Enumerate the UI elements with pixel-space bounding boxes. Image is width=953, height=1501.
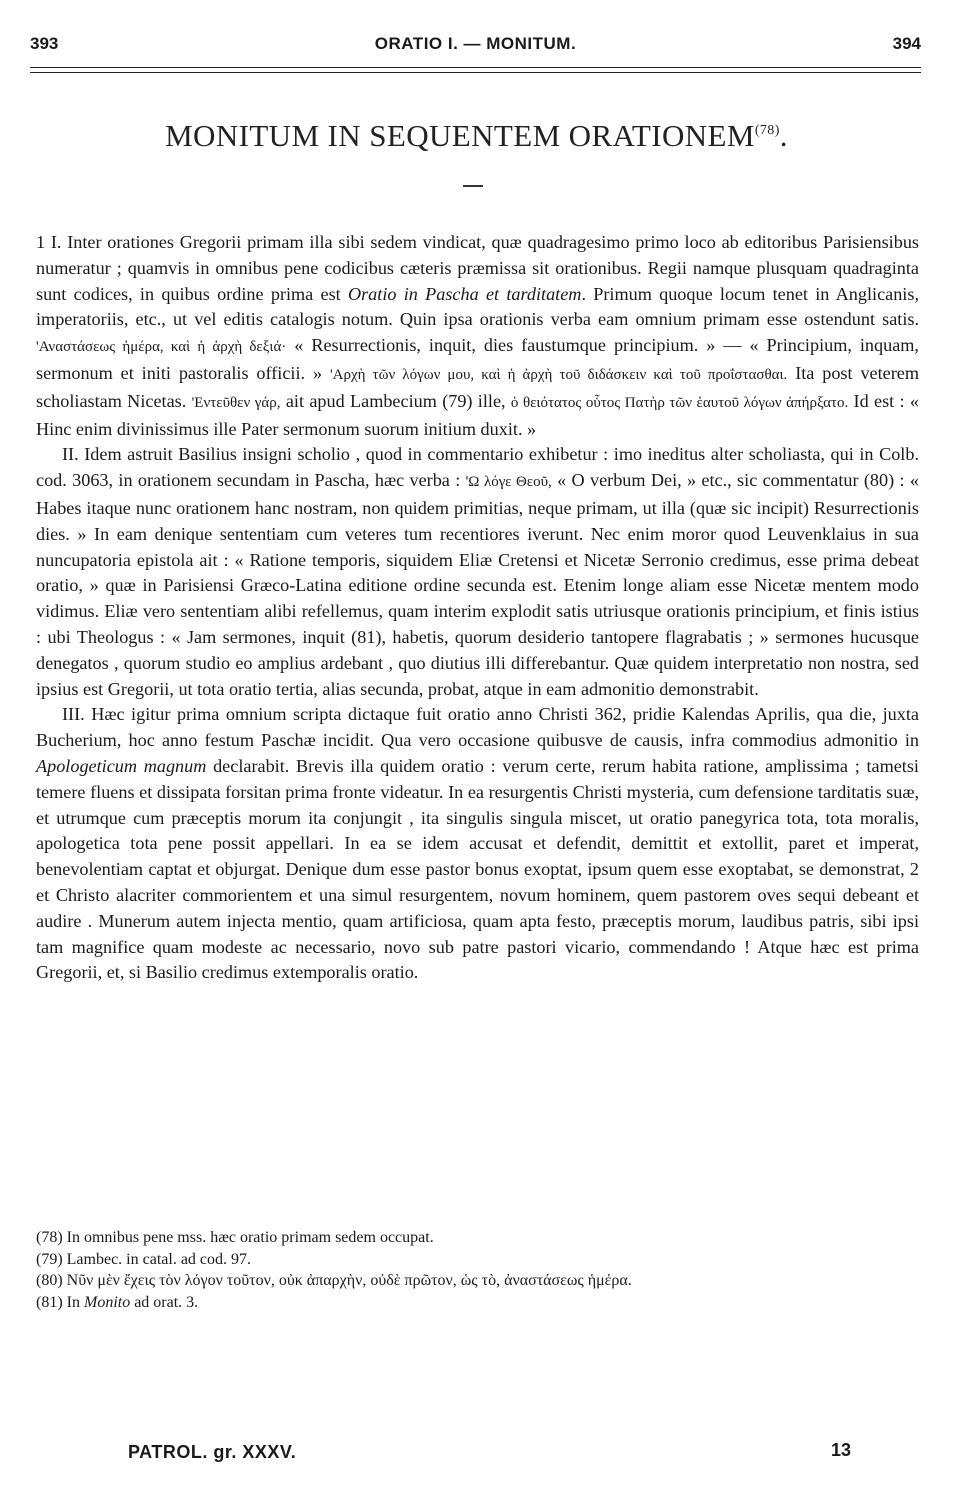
footnotes: [36, 1227, 919, 1313]
right-page-number: 394: [892, 34, 921, 53]
header-rule-bottom: [30, 72, 921, 73]
signature-number: 13: [830, 1440, 851, 1460]
footnote-80: (80) Νῦν μὲν ἔχεις τὸν λόγον τοῦτον, οὐκ ἀπαρχὴν, οὐδὲ πρῶτον, ὡς τὸ, ἀναστάσεως ἡμέρα.: [36, 1272, 632, 1289]
footnote-78: (78) In omnibus pene mss. hæc oratio primam sedem occupat.: [36, 1229, 434, 1246]
p2-text-2: « O verbum Dei, » etc., sic commentatur (80) : « Habes itaque nunc orationem hanc nostram, non quidem primitias, neque primam, ut illa (quæ sic incipit) Resurrectionis dies. » In eam denique sententiam cum veteres tum recentiores iverunt. Nec enim moror quod Leuvenklaius in sua nuncupatoria epistola ait : « Ratione temporis, siquidem Eliæ Cretensi et Nicetæ Serronio credimus, esse prima debeat oratio, » quæ in Parisiensi Græco-Latina editione ordine secunda est. Etenim longe aliam esse Nicetæ mentem modo vidimus. Eliæ vero sententiam alibi refellemus, quam interim explodit satis utriusque orationis principium, et finis istius : ubi Theologus : « Jam sermones, inquit (81), habetis, quorum desiderio tantopere flagrabatis ; » sermones hucusque denegatos , quorum studio eo amplius ardebant , quo diutius illi differebantur. Quæ quidem interpretatio non nostra, sed ipsius est Gregorii, ut tota oratio tertia, alias secunda, probat, atque in eam admonitio demonstrabit.: [36, 470, 919, 699]
page-title: [0, 118, 953, 154]
footnote-79: (79) Lambec. in catal. ad cod. 97.: [36, 1250, 252, 1268]
p3-italic-title: Apologeticum magnum: [36, 755, 207, 776]
p1-text-6: Id est : « Hinc enim divinissimus ille Pater sermonum suorum initium duxit. »: [36, 390, 920, 439]
p1-italic-title: Oratio in Pascha et tarditatem: [347, 283, 582, 304]
paragraph-1: [36, 230, 919, 442]
footnote-81: [36, 1292, 919, 1314]
p3-text-2: declarabit. Brevis illa quidem oratio : verum certe, rerum habita ratione, amplissima ; tametsi temere fluens et dissipata forsitan prima fronte videatur. In ea resurgentis Christi mysteria, cum defensione tarditatis suæ, et utrumque cum præceptis morum ita conjungit , ita singulis singula miscet, ut oratio panegyrica tota, tota moralis, apologetica tota pene possit appellari. In ea se idem accusat et defendit, demittit et extollit, paret et imperat, benevolentiam captat et objurgat. Denique dum esse pastor bonus exoptat, ipsum quem esse exoptabat, se demonstrat, 2 et Christo alacriter commorientem et una simul resurgentem, novum hominem, quem pastorem oves sequi debeant et audire . Munerum autem injecta mentio, quam artificiosa, quam apta festo, præceptis morum, laudibus patris, sibi ipsi tam magnifice quam modeste ac necessario, novo sub patre pastori vicario, commendando ! Atque hæc est prima Gregorii, et, si Basilio credimus extemporalis oratio.: [36, 755, 919, 983]
signature-mark: PATROL. gr. XXXV.: [128, 1442, 297, 1462]
left-page-number: 393: [30, 34, 59, 53]
p2-greek-1: 'Ω λόγε Θεοῦ,: [465, 474, 552, 491]
p1-greek-3: 'Εντεῦθεν γάρ,: [191, 394, 281, 411]
p3-text-1: III. Hæc igitur prima omnium scripta dictaque fuit oratio anno Christi 362, pridie Kalendas Aprilis, qua die, juxta Bucherium, hoc anno festum Paschæ incidit. Qua vero occasione quibusve de causis, infra commodius admonitio in: [36, 704, 919, 751]
paragraph-3: [36, 702, 919, 986]
title-period: .: [779, 118, 788, 153]
p1-greek-2: 'Αρχὴ τῶν λόγων μου, καὶ ἡ ἀρχὴ τοῦ διδάσκειν καὶ τοῦ προΐστασθαι.: [329, 366, 788, 383]
running-header: [30, 34, 921, 60]
title-text: MONITUM IN SEQUENTEM ORATIONEM: [165, 118, 755, 153]
footnote-81-italic: Monito: [83, 1293, 131, 1311]
main-text: [36, 230, 919, 986]
p1-greek-1: 'Αναστάσεως ἡμέρα, καὶ ἡ ἀρχὴ δεξιά·: [36, 339, 287, 356]
p2-text-1: II. Idem astruit Basilius insigni scholio , quod in commentario exhibetur : imo ineditus alter scholiasta, qui in Colb. cod. 3063, in orationem secundam in Pascha, hæc verba :: [36, 444, 919, 491]
header-rule-top: [30, 67, 921, 68]
page-footer: [128, 1442, 851, 1472]
p1-text-3: « Resurrectionis, inquit, dies faustumque principium. » — « Principium, inquam, sermonum et initi pastoralis officii. »: [36, 335, 919, 383]
paragraph-2: [36, 442, 919, 702]
p1-text-1: 1 I. Inter orationes Gregorii primam illa sibi sedem vindicat, quæ quadragesimo primo loco ab editoribus Parisiensibus numeratur ; quamvis in omnibus pene codicibus cæteris præmissa sit orationibus. Regii namque plusquam quadraginta sunt codices, in quibus ordine prima est: [36, 232, 919, 304]
p1-text-4: Ita post veterem scholiastam Nicetas.: [36, 362, 920, 411]
p1-text-5: ait apud Lambecium (79) ille,: [280, 390, 511, 411]
p1-text-2: . Primum quoque locum tenet in Anglicanis, imperatoriis, etc., ut vel editis catalogis notum. Quin ipsa orationis verba eam omnium primam esse ostendunt satis.: [36, 283, 919, 330]
running-title: ORATIO I. — MONITUM.: [374, 34, 577, 53]
title-note-ref: (78): [754, 123, 780, 138]
footnote-81-post: ad orat. 3.: [130, 1293, 199, 1311]
p1-greek-4: ὁ θειότατος οὗτος Πατὴρ τῶν ἑαυτοῦ λόγων ἀπήρξατο.: [510, 394, 849, 411]
footnote-81-pre: (81) In: [36, 1293, 84, 1311]
title-dash: [463, 185, 483, 187]
